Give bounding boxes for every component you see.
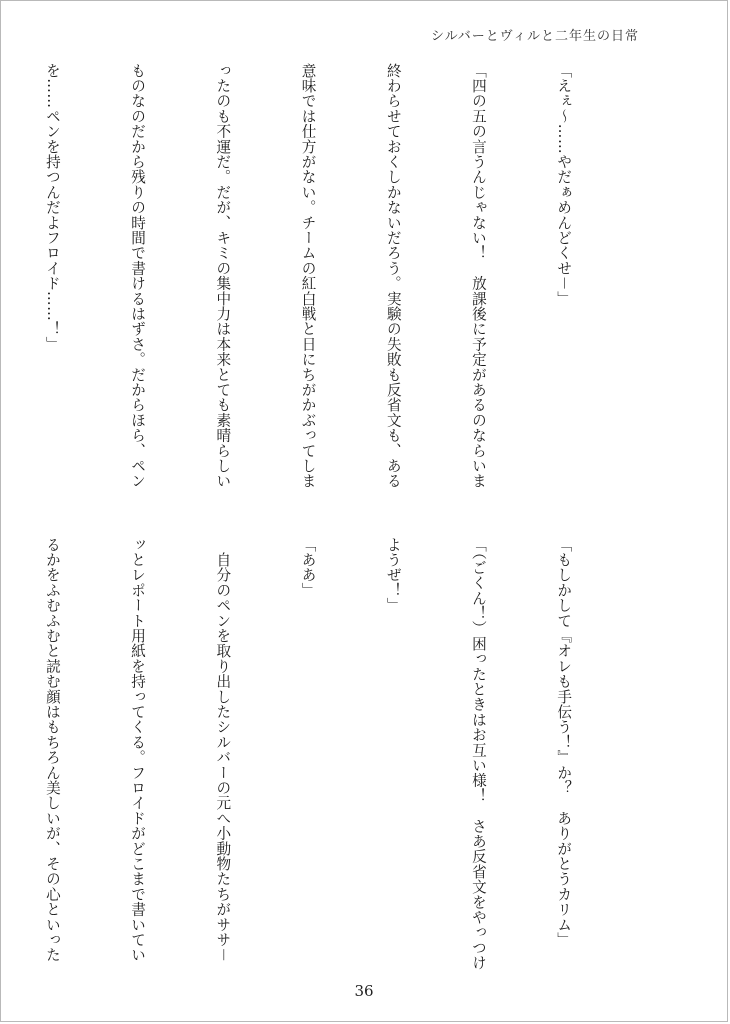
text-line: ッとレポート用紙を持ってくる。フロイドがどこまで書いてい — [129, 537, 147, 963]
running-title: シルバーとヴィルと二年生の日常 — [431, 29, 639, 44]
text-line: 「もしかして『オレも手伝う！』か？ ありがとうカリム」 — [555, 537, 573, 948]
text-line: ったのも不運だ。だが、キミの集中力は本来とても素晴らしい — [214, 63, 232, 489]
text-line: 「四の五の言うんじゃない！ 放課後に予定があるのならいま — [469, 63, 487, 489]
text-line: ようぜ！」 — [384, 537, 402, 613]
text-line: 終わらせておくしかないだろう。実験の失敗も反省文も、ある — [384, 63, 402, 489]
text-line: を……ペンを持つんだよフロイド……！」 — [43, 63, 61, 352]
text-block-top — [43, 63, 634, 505]
text-line: 「（ごくん！）困ったときはお互い様！ さあ反省文をやっつけ — [469, 537, 487, 971]
text-line: 意味では仕方がない。チームの紅白戦と日にちがかぶってしま — [299, 63, 317, 489]
text-line: 自分のペンを取り出したシルバーの元へ小動物たちがササ－ — [214, 537, 232, 963]
text-block-bottom — [43, 537, 634, 971]
text-line: 「えぇ～……やだぁめんどくせ－」 — [555, 63, 573, 307]
text-line: ものなのだから残りの時間で書けるはずさ。だからほら、ペン — [129, 63, 147, 489]
page-number: 36 — [354, 982, 374, 1000]
text-line: るかをふむふむと読む顔はもちろん美しいが、その心といった — [43, 537, 61, 963]
text-line: 「ああ」 — [299, 537, 317, 598]
